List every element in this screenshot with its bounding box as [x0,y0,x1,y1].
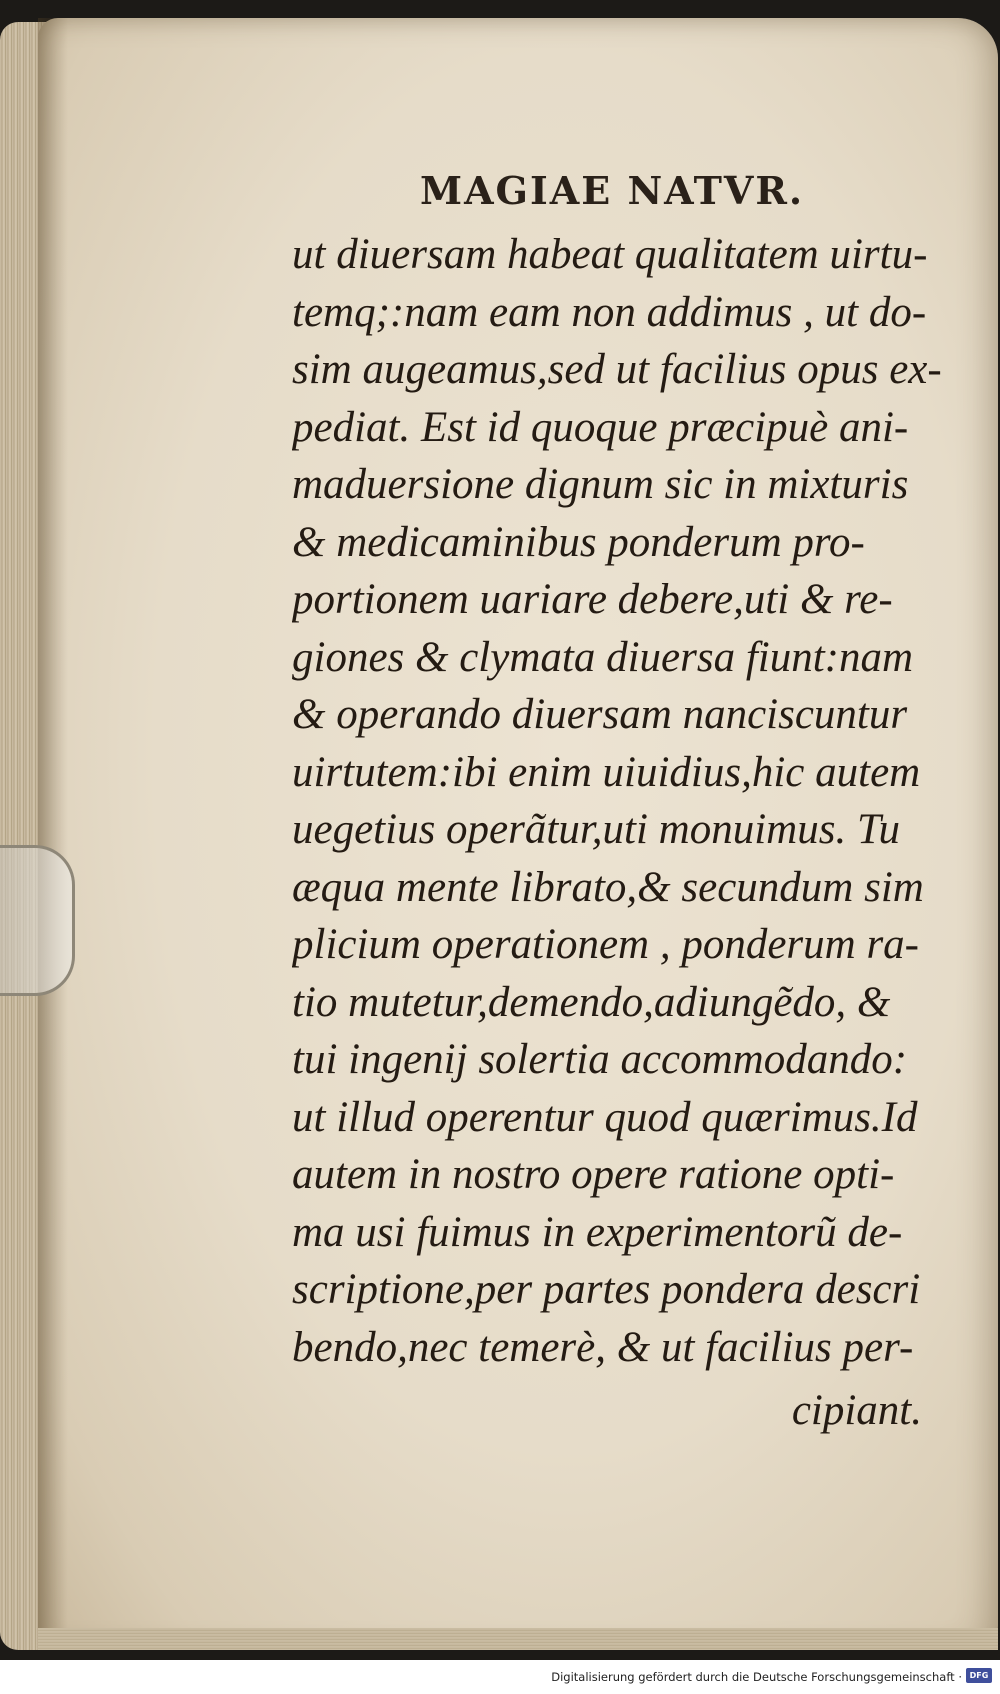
dfg-logo: DFG [966,1668,992,1683]
text-line: sim augeamus,sed ut facilius opus ex- [292,346,942,393]
text-line: temq;:nam eam non addimus , ut do- [292,288,927,336]
text-line: uegetius operãtur,uti monuimus. Tu [292,806,901,853]
text-line: tui ingenij solertia accommodando: [292,1036,908,1083]
text-line: autem in nostro opere ratione opti- [292,1151,895,1198]
text-line: ma usi fuimus in experimentorũ de- [292,1208,903,1256]
catchword: cipiant. [791,1387,922,1434]
running-head: MAGIAE NATVR. [420,168,805,213]
text-line: giones & clymata diuersa fiunt:nam [292,633,914,681]
body-text [292,226,942,1440]
footer-bar [0,1660,1000,1694]
text-line: scriptione,per partes pondera descri [292,1266,921,1313]
text-line: uirtutem:ibi enim uiuidius,hic autem [292,748,921,796]
text-line: tio mutetur,demendo,adiungẽdo, & [292,978,891,1026]
gutter-shadow [38,18,68,1650]
text-line: & medicaminibus ponderum pro- [292,518,865,566]
bottom-page-edges [38,1628,998,1650]
text-line: æqua mente librato,& secundum sim [292,863,924,911]
text-line: maduersione dignum sic in mixturis [292,461,909,508]
text-line: ut diuersam habeat qualitatem uirtu- [292,231,928,278]
page-clip [0,845,75,996]
text-line: & operando diuersam nanciscuntur [292,691,908,738]
text-line: bendo,nec temerè, & ut facilius per- [292,1323,914,1371]
text-line: portionem uariare debere,uti & re- [292,576,893,623]
text-line: plicium operationem , ponderum ra- [292,921,920,968]
funding-credit: Digitalisierung gefördert durch die Deutsche Forschungsgemeinschaft · [551,1670,962,1684]
text-line: pediat. Est id quoque præcipuè ani- [292,403,909,451]
text-line: ut illud operentur quod quærimus.Id [292,1093,918,1141]
